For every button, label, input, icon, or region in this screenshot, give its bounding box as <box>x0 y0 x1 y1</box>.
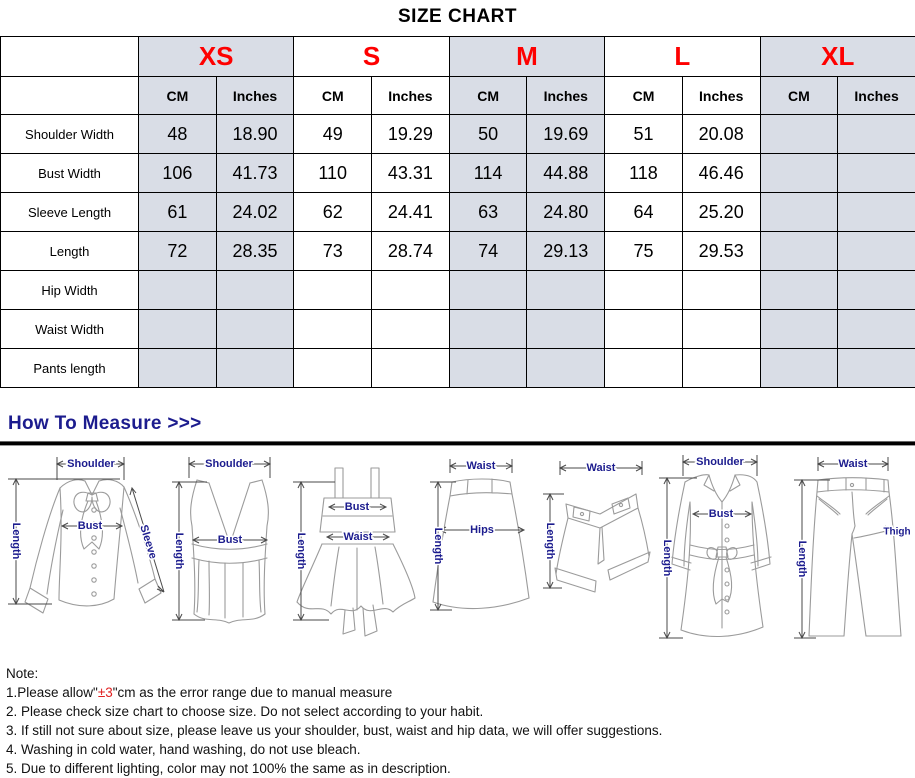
value-cell <box>838 349 915 388</box>
unit-header-inches: Inches <box>682 77 760 115</box>
value-cell: 49 <box>294 115 372 154</box>
table-row <box>1 310 915 349</box>
row-label: Waist Width <box>1 310 139 349</box>
unit-header-cm: CM <box>139 77 217 115</box>
unit-header-inches: Inches <box>838 77 915 115</box>
value-cell <box>838 310 915 349</box>
row-label: Shoulder Width <box>1 115 139 154</box>
value-cell: 25.20 <box>682 193 760 232</box>
value-cell <box>216 271 294 310</box>
value-cell <box>682 271 760 310</box>
row-label: Hip Width <box>1 271 139 310</box>
note-item: 5. Due to different lighting, color may not 100% the same as in description. <box>6 759 915 778</box>
blouse-drawing <box>25 480 161 613</box>
measure-label-length: Length <box>295 533 307 570</box>
value-cell: 28.35 <box>216 232 294 271</box>
value-cell <box>139 310 217 349</box>
diagram-coat <box>653 452 788 652</box>
value-cell <box>372 271 450 310</box>
note-text: 1.Please allow" <box>6 685 98 700</box>
value-cell <box>449 310 527 349</box>
value-cell <box>838 115 915 154</box>
value-cell <box>449 349 527 388</box>
note-highlight: ±3 <box>98 685 113 700</box>
value-cell <box>527 310 605 349</box>
measure-label-length: Length <box>10 523 22 560</box>
measure-label-sleeve: Sleeve <box>137 524 159 561</box>
measure-label-length: Length <box>544 523 556 560</box>
diagram-blouse <box>2 452 167 652</box>
measure-label-shoulder: Shoulder <box>696 456 744 468</box>
measure-label-waist: Waist <box>344 531 373 543</box>
value-cell: 19.29 <box>372 115 450 154</box>
value-cell: 63 <box>449 193 527 232</box>
value-cell <box>449 271 527 310</box>
value-cell <box>760 115 838 154</box>
value-cell <box>760 154 838 193</box>
value-cell <box>372 310 450 349</box>
table-row <box>1 115 915 154</box>
value-cell: 24.80 <box>527 193 605 232</box>
value-cell <box>605 349 683 388</box>
unit-header-inches: Inches <box>216 77 294 115</box>
table-row <box>1 349 915 388</box>
shorts-drawing <box>555 494 650 592</box>
value-cell: 61 <box>139 193 217 232</box>
skirt-drawing <box>433 479 529 609</box>
size-header-xs: XS <box>139 37 294 77</box>
value-cell: 64 <box>605 193 683 232</box>
page-title: SIZE CHART <box>0 0 915 36</box>
notes-heading: Note: <box>6 664 915 683</box>
diagram-skirt <box>422 452 537 652</box>
value-cell <box>605 271 683 310</box>
value-cell: 51 <box>605 115 683 154</box>
pants-drawing <box>809 478 901 636</box>
measure-label-shoulder: Shoulder <box>67 458 115 470</box>
note-item: 4. Washing in cold water, hand washing, do not use bleach. <box>6 740 915 759</box>
value-cell: 75 <box>605 232 683 271</box>
unit-header-cm: CM <box>605 77 683 115</box>
value-cell <box>838 232 915 271</box>
diagram-shorts <box>538 452 653 652</box>
size-header-row <box>1 37 915 77</box>
value-cell: 46.46 <box>682 154 760 193</box>
slip-dress-drawing <box>297 468 415 636</box>
measure-label-length: Length <box>661 540 673 577</box>
value-cell <box>216 349 294 388</box>
measure-label-waist: Waist <box>838 458 867 470</box>
value-cell: 18.90 <box>216 115 294 154</box>
measure-label-hips: Hips <box>471 524 495 536</box>
row-label: Bust Width <box>1 154 139 193</box>
value-cell: 20.08 <box>682 115 760 154</box>
value-cell: 118 <box>605 154 683 193</box>
value-cell: 48 <box>139 115 217 154</box>
value-cell: 43.31 <box>372 154 450 193</box>
table-row <box>1 232 915 271</box>
value-cell: 28.74 <box>372 232 450 271</box>
value-cell: 41.73 <box>216 154 294 193</box>
value-cell <box>760 193 838 232</box>
value-cell: 50 <box>449 115 527 154</box>
value-cell <box>294 271 372 310</box>
notes-section <box>6 664 915 778</box>
value-cell: 29.53 <box>682 232 760 271</box>
measure-label-bust: Bust <box>709 508 734 520</box>
row-label: Pants length <box>1 349 139 388</box>
note-item: 2. Please check size chart to choose size. Do not select according to your habit. <box>6 702 915 721</box>
table-row <box>1 193 915 232</box>
value-cell: 73 <box>294 232 372 271</box>
diagram-pants <box>788 452 913 652</box>
how-to-measure-heading: How To Measure >>> <box>8 413 915 435</box>
unit-header-inches: Inches <box>527 77 605 115</box>
value-cell <box>760 271 838 310</box>
value-cell <box>760 349 838 388</box>
value-cell <box>760 232 838 271</box>
coat-drawing <box>671 475 771 637</box>
unit-header-cm: CM <box>294 77 372 115</box>
diagram-slip-dress <box>287 452 422 652</box>
value-cell: 114 <box>449 154 527 193</box>
diagram-tank-top <box>167 452 287 652</box>
measure-label-length: Length <box>173 533 185 570</box>
size-header-xl: XL <box>760 37 915 77</box>
value-cell: 24.41 <box>372 193 450 232</box>
value-cell: 19.69 <box>527 115 605 154</box>
table-row <box>1 271 915 310</box>
size-header-m: M <box>449 37 604 77</box>
value-cell: 72 <box>139 232 217 271</box>
measure-label-bust: Bust <box>78 520 103 532</box>
note-item <box>6 683 915 702</box>
value-cell <box>372 349 450 388</box>
value-cell <box>760 310 838 349</box>
value-cell <box>605 310 683 349</box>
measure-diagrams <box>0 446 915 654</box>
unit-header-cm: CM <box>449 77 527 115</box>
value-cell: 44.88 <box>527 154 605 193</box>
value-cell <box>527 271 605 310</box>
row-label: Length <box>1 232 139 271</box>
measure-label-length: Length <box>796 541 808 578</box>
measure-label-bust: Bust <box>218 534 243 546</box>
value-cell <box>838 193 915 232</box>
value-cell <box>527 349 605 388</box>
value-cell <box>216 310 294 349</box>
value-cell <box>838 271 915 310</box>
value-cell: 110 <box>294 154 372 193</box>
unit-header-cm: CM <box>760 77 838 115</box>
measure-label-waist: Waist <box>467 460 496 472</box>
note-item: 3. If still not sure about size, please leave us your shoulder, bust, waist and hip data, we will offer suggestions. <box>6 721 915 740</box>
value-cell: 62 <box>294 193 372 232</box>
corner-cell <box>1 77 139 115</box>
measure-label-thigh: Thigh <box>883 527 910 538</box>
value-cell <box>838 154 915 193</box>
value-cell <box>294 349 372 388</box>
measure-label-waist: Waist <box>586 462 615 474</box>
size-header-l: L <box>605 37 760 77</box>
row-label: Sleeve Length <box>1 193 139 232</box>
value-cell <box>682 310 760 349</box>
unit-header-inches: Inches <box>372 77 450 115</box>
measure-label-length: Length <box>433 528 445 565</box>
value-cell: 29.13 <box>527 232 605 271</box>
unit-header-row <box>1 77 915 115</box>
value-cell <box>139 271 217 310</box>
size-header-s: S <box>294 37 449 77</box>
value-cell <box>294 310 372 349</box>
value-cell: 24.02 <box>216 193 294 232</box>
measure-label-bust: Bust <box>345 501 370 513</box>
value-cell: 106 <box>139 154 217 193</box>
measure-label-shoulder: Shoulder <box>205 458 253 470</box>
note-text: "cm as the error range due to manual measure <box>113 685 392 700</box>
size-chart-table <box>0 36 915 388</box>
value-cell <box>682 349 760 388</box>
tank-top-drawing <box>191 480 269 623</box>
table-row <box>1 154 915 193</box>
value-cell: 74 <box>449 232 527 271</box>
value-cell <box>139 349 217 388</box>
corner-cell <box>1 37 139 77</box>
